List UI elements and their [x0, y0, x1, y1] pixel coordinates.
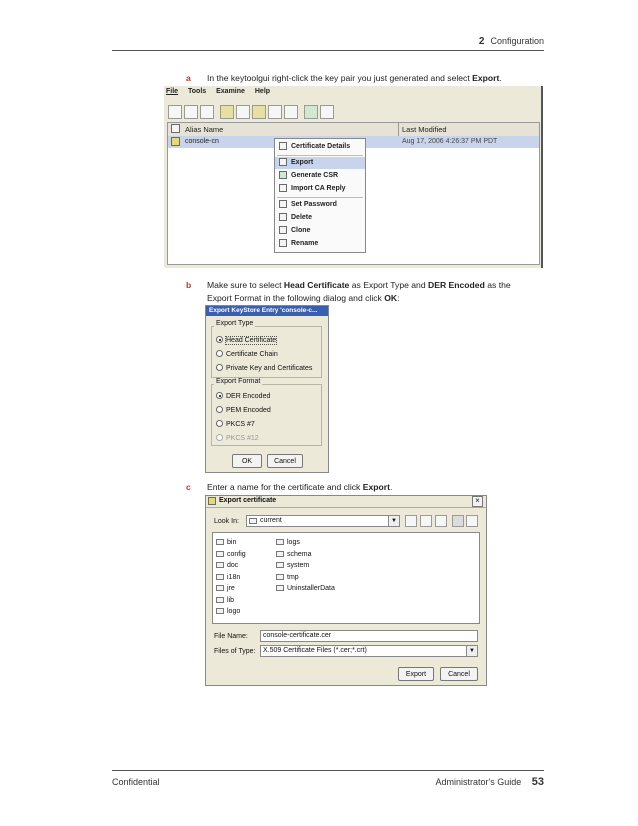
export-icon	[279, 158, 287, 166]
radio-button[interactable]	[216, 392, 223, 399]
radio-pem-encoded[interactable]: PEM Encoded	[216, 406, 271, 414]
menu-item-clone[interactable]: Clone	[275, 225, 365, 237]
import-reply-icon	[279, 184, 287, 192]
up-folder-icon[interactable]	[405, 515, 417, 527]
key-pair-icon	[171, 137, 180, 146]
clone-icon	[279, 226, 287, 234]
list-item[interactable]: bin	[216, 537, 246, 549]
folder-icon	[276, 539, 284, 545]
export-keystore-dialog	[205, 305, 329, 473]
cancel-button[interactable]: Cancel	[440, 667, 478, 681]
file-list	[212, 532, 480, 624]
close-icon[interactable]: ×	[472, 496, 483, 507]
list-item[interactable]: logo	[216, 606, 246, 618]
column-divider	[398, 123, 399, 136]
export-button[interactable]: Export	[398, 667, 434, 681]
step-a	[186, 72, 546, 85]
look-in-select[interactable]	[246, 515, 400, 527]
radio-button[interactable]	[216, 406, 223, 413]
rename-icon	[279, 239, 287, 247]
ok-button[interactable]: OK	[232, 454, 262, 468]
key-pair-icon[interactable]	[252, 105, 266, 119]
footer-left: Confidential	[112, 777, 160, 787]
folder-icon	[216, 574, 224, 580]
list-item[interactable]: jre	[216, 583, 246, 595]
step-letter: b	[186, 280, 192, 290]
search-icon[interactable]	[320, 105, 334, 119]
toolbar	[164, 100, 541, 122]
page-number: 53	[531, 776, 544, 788]
step-letter: a	[186, 73, 191, 83]
menu-examine[interactable]: Examine	[216, 88, 245, 95]
list-item[interactable]: system	[276, 560, 335, 572]
menu-file[interactable]: File	[166, 88, 179, 95]
export-type-group	[211, 320, 322, 378]
file-name-value: console-certificate.cer	[263, 632, 332, 639]
page-header	[479, 36, 544, 47]
table-header	[168, 123, 539, 137]
cancel-button[interactable]: Cancel	[267, 454, 303, 468]
file-name-field[interactable]	[260, 630, 478, 642]
generate-key-icon[interactable]	[220, 105, 234, 119]
group-label: Export Type	[216, 320, 254, 327]
context-menu	[274, 138, 366, 253]
dialog-titlebar	[206, 496, 486, 508]
dialog-titlebar	[206, 306, 328, 316]
chapter-title: Configuration	[490, 36, 544, 46]
step-text: Enter a name for the certificate and click Export.	[207, 482, 393, 492]
group-label: Export Format	[216, 378, 261, 385]
dialog-title: Export KeyStore Entry 'console-c...	[209, 307, 318, 314]
folder-icon	[216, 597, 224, 603]
row-alias: console-cn	[185, 138, 219, 145]
column-modified[interactable]: Last Modified	[402, 125, 447, 134]
list-item[interactable]: i18n	[216, 572, 246, 584]
radio-pkcs12: PKCS #12	[216, 434, 259, 442]
header-rule	[112, 50, 544, 51]
files-of-type-label: Files of Type:	[214, 648, 256, 655]
list-item[interactable]: doc	[216, 560, 246, 572]
file-column-2	[276, 537, 335, 595]
folder-icon	[276, 574, 284, 580]
files-of-type-select[interactable]	[260, 645, 478, 657]
look-in-label: Look In:	[214, 518, 239, 525]
radio-certificate-chain[interactable]: Certificate Chain	[216, 350, 278, 358]
new-folder-icon[interactable]	[435, 515, 447, 527]
certificate-icon	[279, 142, 287, 150]
details-view-icon[interactable]	[466, 515, 478, 527]
radio-button	[216, 434, 223, 441]
folder-icon	[276, 585, 284, 591]
radio-der-encoded[interactable]: DER Encoded	[216, 392, 270, 400]
menu-item-import-ca-reply[interactable]: Import CA Reply	[275, 183, 365, 195]
menu-item-export[interactable]: Export	[275, 157, 365, 169]
folder-icon	[249, 518, 257, 524]
menu-item-delete[interactable]: Delete	[275, 212, 365, 224]
new-icon[interactable]	[168, 105, 182, 119]
home-icon[interactable]	[420, 515, 432, 527]
separator	[277, 155, 363, 156]
look-in-value: current	[260, 517, 282, 524]
step-text-line-1: Make sure to select Head Certificate as Export Type and DER Encoded as the	[207, 280, 511, 290]
menu-item-certificate-details[interactable]: Certificate Details	[275, 141, 365, 153]
app-icon	[208, 497, 216, 505]
folder-icon	[216, 585, 224, 591]
list-item[interactable]: logs	[276, 537, 335, 549]
list-item[interactable]: config	[216, 549, 246, 561]
csr-icon	[279, 171, 287, 179]
radio-button[interactable]	[216, 364, 223, 371]
open-icon[interactable]	[184, 105, 198, 119]
footer-rule	[112, 770, 544, 771]
export-certificate-dialog	[205, 495, 487, 686]
import-icon[interactable]	[236, 105, 250, 119]
radio-pkcs7[interactable]: PKCS #7	[216, 420, 255, 428]
folder-icon	[216, 539, 224, 545]
radio-button[interactable]	[216, 350, 223, 357]
password-icon	[279, 200, 287, 208]
step-letter: c	[186, 482, 191, 492]
examine-icon[interactable]	[304, 105, 318, 119]
menu-item-set-password[interactable]: Set Password	[275, 199, 365, 211]
radio-head-certificate[interactable]: Head Certificate	[216, 336, 276, 344]
report-icon[interactable]	[284, 105, 298, 119]
type-column-icon	[171, 124, 180, 133]
list-item[interactable]: schema	[276, 549, 335, 561]
radio-button[interactable]	[216, 420, 223, 427]
menu-tools[interactable]: Tools	[188, 88, 207, 95]
list-item[interactable]: tmp	[276, 572, 335, 584]
folder-icon	[276, 551, 284, 557]
separator	[277, 197, 363, 198]
menu-item-generate-csr[interactable]: Generate CSR	[275, 170, 365, 182]
radio-private-key[interactable]: Private Key and Certificates	[216, 364, 312, 372]
menu-help[interactable]: Help	[254, 88, 271, 95]
folder-icon	[276, 562, 284, 568]
guide-title: Administrator's Guide	[435, 777, 522, 787]
trash-icon	[279, 213, 287, 221]
step-text: In the keytoolgui right-click the key pair you just generated and select Export.	[207, 73, 502, 83]
save-icon[interactable]	[200, 105, 214, 119]
step-c	[186, 481, 546, 494]
menu-bar	[166, 88, 270, 100]
step-b	[186, 279, 546, 305]
folder-icon	[216, 608, 224, 614]
file-name-label: File Name:	[214, 633, 248, 640]
row-modified: Aug 17, 2006 4:26:37 PM PDT	[402, 138, 498, 145]
list-item[interactable]: lib	[216, 595, 246, 607]
chevron-down-icon[interactable]: ▼	[388, 516, 399, 526]
column-alias[interactable]: Alias Name	[185, 125, 224, 134]
chapter-number: 2	[478, 36, 485, 47]
export-format-group	[211, 378, 322, 446]
step-text-line-2: Export Format in the following dialog and click OK:	[207, 293, 400, 303]
footer-right	[435, 776, 544, 788]
password-icon[interactable]	[268, 105, 282, 119]
file-column-1	[216, 537, 246, 618]
files-of-type-value: X.509 Certificate Files (*.cer;*.crt)	[263, 647, 367, 654]
folder-icon	[216, 551, 224, 557]
list-item[interactable]: UninstallerData	[276, 583, 335, 595]
radio-button[interactable]	[216, 336, 223, 343]
folder-icon	[216, 562, 224, 568]
list-view-icon[interactable]	[452, 515, 464, 527]
dialog-title: Export certificate	[219, 497, 277, 504]
menu-item-rename[interactable]: Rename	[275, 238, 365, 250]
keytool-window	[164, 86, 543, 268]
chevron-down-icon[interactable]: ▼	[466, 646, 477, 656]
